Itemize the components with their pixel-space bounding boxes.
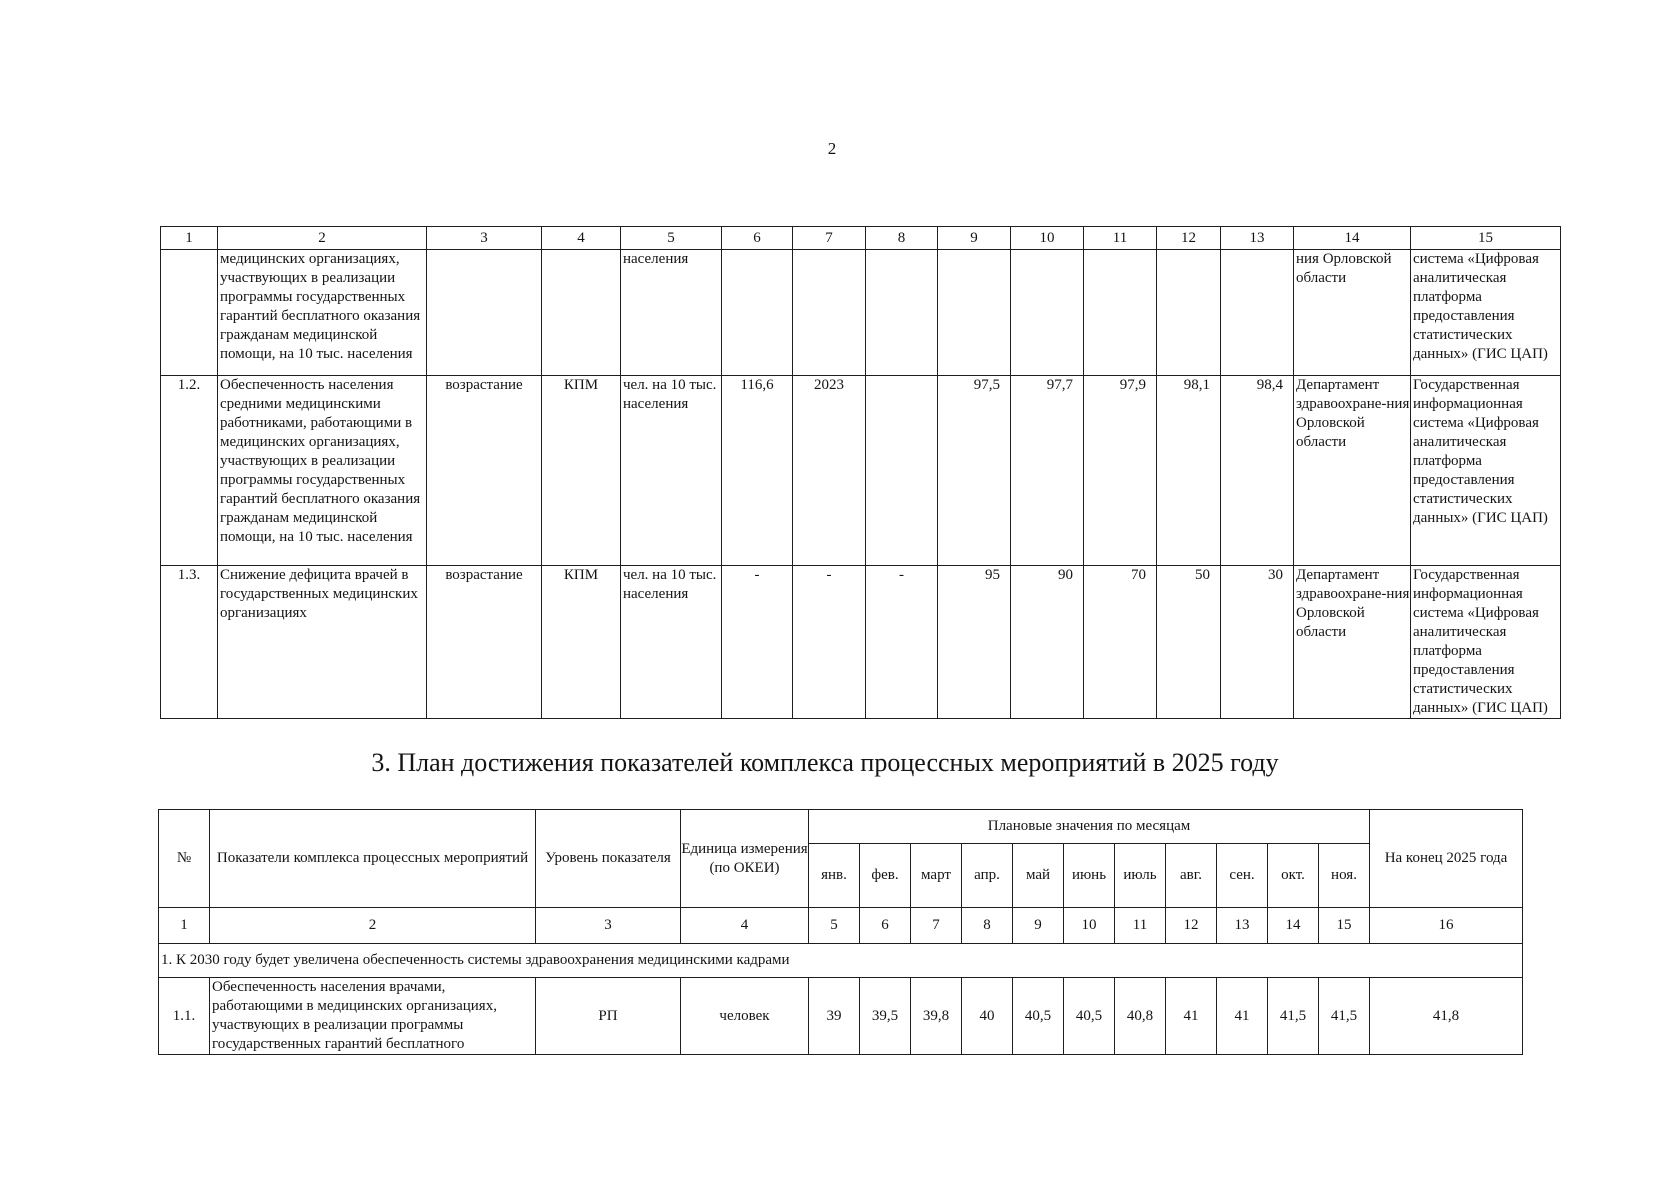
column-number: 11 (1115, 908, 1166, 944)
month-header: июль (1115, 844, 1166, 908)
year-end-value: 41,8 (1370, 978, 1523, 1055)
column-number: 10 (1011, 227, 1084, 250)
indicator-name: Обеспеченность населения средними медицинскими работниками, работающими в медицинских организациях, участвующих в реализации программы государственных гарантий бесплатного оказания гражданам медицинской помощи, на 10 тыс. населения (218, 376, 427, 566)
column-number: 1 (159, 908, 210, 944)
month-value: 41,5 (1268, 978, 1319, 1055)
unit: человек (681, 978, 809, 1055)
responsible: Департамент здравоохране-ния Орловской области (1294, 376, 1411, 566)
info-system: система «Цифровая аналитическая платформа предоставления статистических данных» (ГИС ЦАП) (1411, 250, 1561, 376)
value-cell (866, 250, 938, 376)
unit: чел. на 10 тыс. населения (621, 566, 722, 719)
value-cell: 97,9 (1084, 376, 1157, 566)
value-cell (1221, 250, 1294, 376)
column-number: 12 (1166, 908, 1217, 944)
goal-row (159, 944, 1523, 978)
column-number: 3 (427, 227, 542, 250)
value-cell (1084, 250, 1157, 376)
column-number: 9 (938, 227, 1011, 250)
monthly-plan-header: Плановые значения по месяцам (809, 810, 1370, 844)
level-header: Уровень показателя (536, 810, 681, 908)
month-value: 41 (1166, 978, 1217, 1055)
month-value: 39,5 (860, 978, 911, 1055)
value-cell: 70 (1084, 566, 1157, 719)
value-cell (1011, 250, 1084, 376)
unit: населения (621, 250, 722, 376)
month-value: 40 (962, 978, 1013, 1055)
base-year: - (793, 566, 866, 719)
value-cell (938, 250, 1011, 376)
month-value: 40,5 (1013, 978, 1064, 1055)
unit: чел. на 10 тыс. населения (621, 376, 722, 566)
column-number: 2 (218, 227, 427, 250)
month-value: 41,5 (1319, 978, 1370, 1055)
value-cell: 95 (938, 566, 1011, 719)
base-year (793, 250, 866, 376)
year-end-header: На конец 2025 года (1370, 810, 1523, 908)
column-number: 13 (1217, 908, 1268, 944)
column-number: 14 (1294, 227, 1411, 250)
base-year: 2023 (793, 376, 866, 566)
value-cell: 30 (1221, 566, 1294, 719)
column-number: 12 (1157, 227, 1221, 250)
goal-text: 1. К 2030 году будет увеличена обеспеченность системы здравоохранения медицинскими кадрами (159, 944, 1523, 978)
month-value: 39 (809, 978, 860, 1055)
unit-header: Единица измерения (по ОКЕИ) (681, 810, 809, 908)
header-row (159, 810, 1523, 844)
column-number: 16 (1370, 908, 1523, 944)
indicators-table-continued (160, 226, 1561, 719)
value-cell: 98,1 (1157, 376, 1221, 566)
column-number: 6 (722, 227, 793, 250)
section-title: 3. План достижения показателей комплекса процессных мероприятий в 2025 году (371, 748, 1279, 777)
month-header: сен. (1217, 844, 1268, 908)
trend: возрастание (427, 566, 542, 719)
table-row (161, 250, 1561, 376)
month-header: март (911, 844, 962, 908)
value-cell: 50 (1157, 566, 1221, 719)
table-row (161, 566, 1561, 719)
value-cell: - (866, 566, 938, 719)
column-number: 13 (1221, 227, 1294, 250)
value-cell: 97,7 (1011, 376, 1084, 566)
value-cell: 97,5 (938, 376, 1011, 566)
column-number: 15 (1411, 227, 1561, 250)
column-number: 9 (1013, 908, 1064, 944)
column-number: 14 (1268, 908, 1319, 944)
column-number: 7 (793, 227, 866, 250)
month-value: 40,8 (1115, 978, 1166, 1055)
column-number: 11 (1084, 227, 1157, 250)
monthly-plan-table (158, 809, 1523, 1055)
table-row (161, 376, 1561, 566)
column-number: 8 (866, 227, 938, 250)
month-value: 40,5 (1064, 978, 1115, 1055)
month-header: ноя. (1319, 844, 1370, 908)
column-number: 8 (962, 908, 1013, 944)
value-cell: 98,4 (1221, 376, 1294, 566)
row-number: 1.1. (159, 978, 210, 1055)
number-header: № (159, 810, 210, 908)
page-number: 2 (827, 139, 837, 158)
value-cell: 90 (1011, 566, 1084, 719)
base-value: - (722, 566, 793, 719)
responsible: Департамент здравоохране-ния Орловской области (1294, 566, 1411, 719)
column-numbers-row (161, 227, 1561, 250)
column-number: 2 (210, 908, 536, 944)
month-header: май (1013, 844, 1064, 908)
month-value: 39,8 (911, 978, 962, 1055)
indicator-name: Обеспеченность населения врачами, работающими в медицинских организациях, участвующих в реализации программы государственных гарантий бесплатного (210, 978, 536, 1055)
row-number (161, 250, 218, 376)
indicator-level: РП (536, 978, 681, 1055)
trend (427, 250, 542, 376)
month-header: июнь (1064, 844, 1115, 908)
base-value: 116,6 (722, 376, 793, 566)
column-number: 5 (621, 227, 722, 250)
trend: возрастание (427, 376, 542, 566)
indicator-level: КПМ (542, 376, 621, 566)
column-number: 6 (860, 908, 911, 944)
row-number: 1.3. (161, 566, 218, 719)
value-cell (1157, 250, 1221, 376)
column-number: 4 (681, 908, 809, 944)
info-system: Государственная информационная система «Цифровая аналитическая платформа предоставления статистических данных» (ГИС ЦАП) (1411, 376, 1561, 566)
indicator-level (542, 250, 621, 376)
month-header: янв. (809, 844, 860, 908)
column-number: 1 (161, 227, 218, 250)
indicator-level: КПМ (542, 566, 621, 719)
column-number: 5 (809, 908, 860, 944)
base-value (722, 250, 793, 376)
indicator-name: Снижение дефицита врачей в государственных медицинских организациях (218, 566, 427, 719)
month-value: 41 (1217, 978, 1268, 1055)
column-number: 4 (542, 227, 621, 250)
indicators-header: Показатели комплекса процессных мероприятий (210, 810, 536, 908)
column-number: 3 (536, 908, 681, 944)
column-number: 7 (911, 908, 962, 944)
row-number: 1.2. (161, 376, 218, 566)
responsible: ния Орловской области (1294, 250, 1411, 376)
indicator-name: медицинских организациях, участвующих в реализации программы государственных гарантий бесплатного оказания гражданам медицинской помощи, на 10 тыс. населения (218, 250, 427, 376)
table-row (159, 978, 1523, 1055)
month-header: авг. (1166, 844, 1217, 908)
month-header: апр. (962, 844, 1013, 908)
month-header: окт. (1268, 844, 1319, 908)
column-number: 15 (1319, 908, 1370, 944)
info-system: Государственная информационная система «Цифровая аналитическая платформа предоставления статистических данных» (ГИС ЦАП) (1411, 566, 1561, 719)
column-numbers-row (159, 908, 1523, 944)
value-cell (866, 376, 938, 566)
month-header: фев. (860, 844, 911, 908)
column-number: 10 (1064, 908, 1115, 944)
